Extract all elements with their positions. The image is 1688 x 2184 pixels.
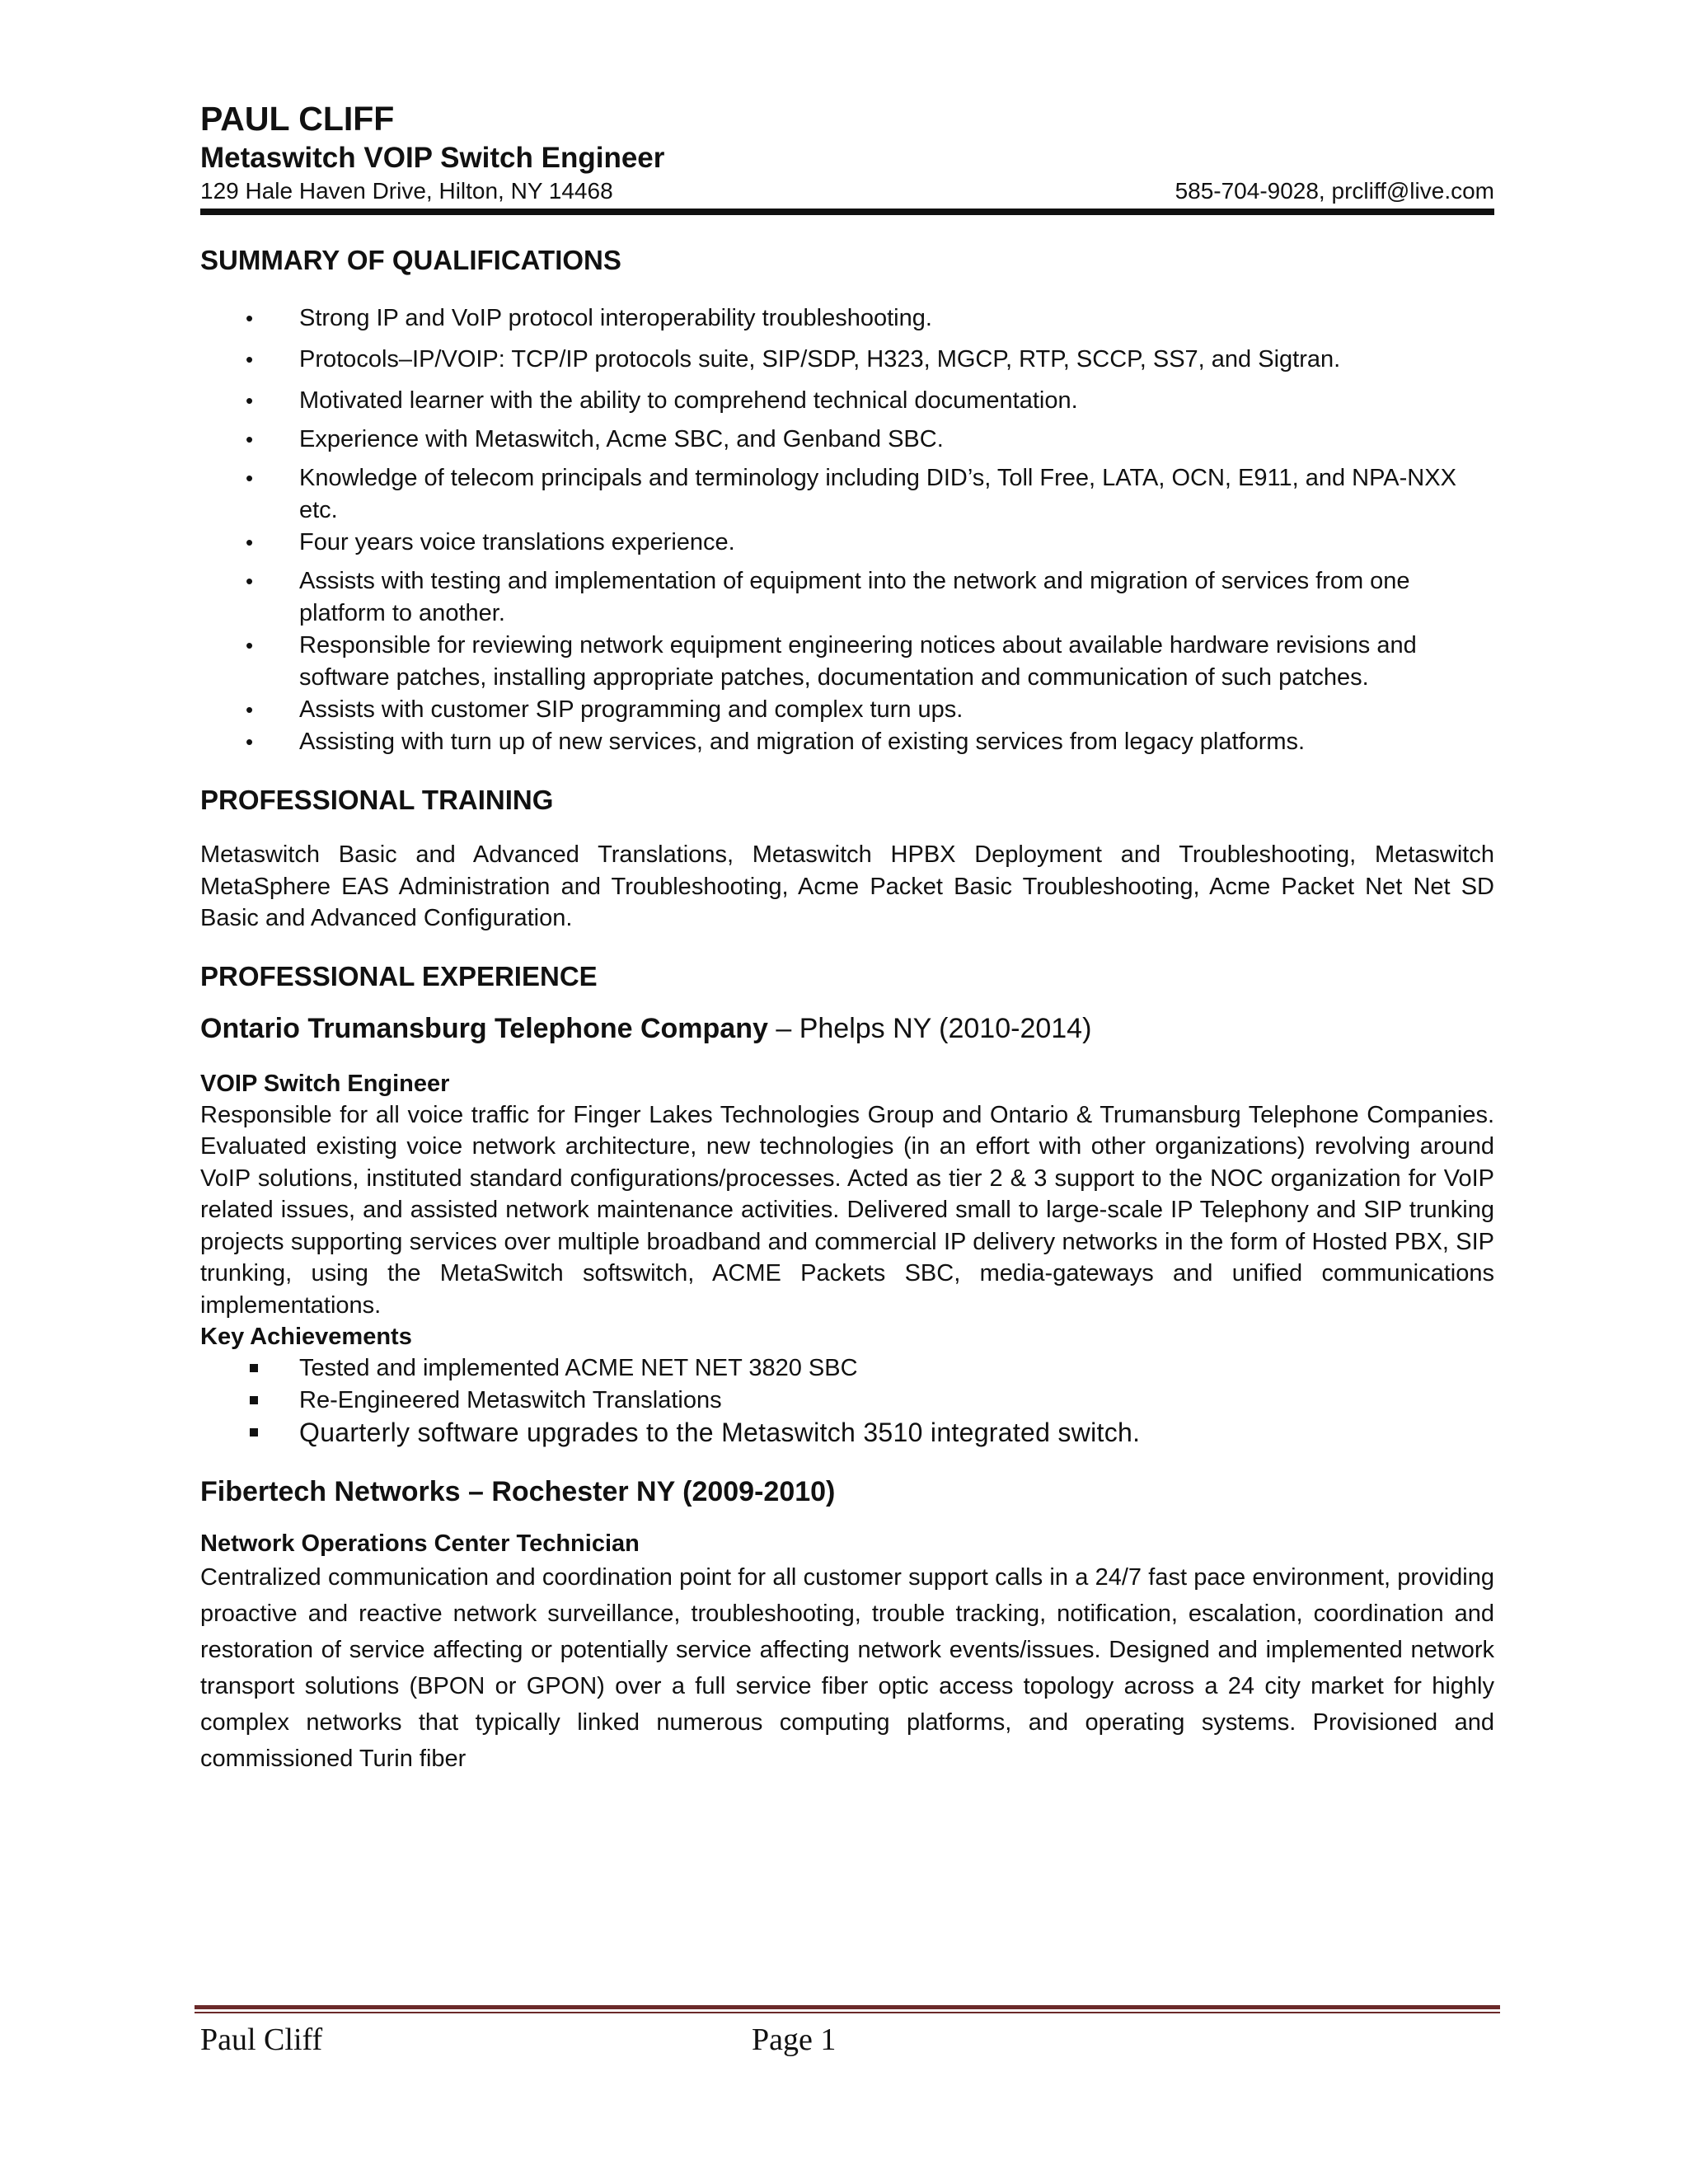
address: 129 Hale Haven Drive, Hilton, NY 14468: [200, 178, 613, 204]
job1-achievements-list: [200, 1352, 1494, 1449]
footer-name: Paul Cliff: [200, 2022, 323, 2057]
bullet-icon: •: [246, 306, 254, 330]
square-bullet-icon: [250, 1364, 258, 1372]
bullet-icon: •: [246, 466, 254, 490]
footer-divider: [195, 2005, 1500, 2009]
list-item: • Four years voice translations experience.: [200, 527, 1494, 559]
list-item: • Experience with Metaswitch, Acme SBC, and Genband SBC.: [200, 424, 1494, 456]
candidate-name: PAUL CLIFF: [200, 100, 395, 138]
header-divider: [200, 209, 1494, 215]
contact-row: [200, 176, 1494, 206]
summary-heading: SUMMARY OF QUALIFICATIONS: [200, 245, 621, 275]
list-item: Tested and implemented ACME NET NET 3820 SBC: [200, 1352, 1494, 1385]
candidate-title: Metaswitch VOIP Switch Engineer: [200, 142, 665, 174]
resume-page: [200, 97, 1494, 1777]
list-item: • Assists with testing and implementation of equipment into the network and migration of services from one platform to another.: [200, 565, 1494, 630]
training-text: Metaswitch Basic and Advanced Translations, Metaswitch HPBX Deployment and Troubleshooting, Metaswitch MetaSphere EAS Administration and Troubleshooting, Acme Packet Basic Troubleshooting, Acme Packet Net Net SD Basic and Advanced Configuration.: [200, 841, 1494, 931]
job1-role: VOIP Switch Engineer: [200, 1070, 450, 1097]
list-item: • Assisting with turn up of new services, and migration of existing services from legacy platforms.: [200, 726, 1494, 758]
bullet-icon: •: [246, 388, 254, 413]
job1-achievements-title: Key Achievements: [200, 1324, 412, 1350]
list-item: Quarterly software upgrades to the Metaswitch 3510 integrated switch.: [200, 1417, 1494, 1449]
footer-page-number: Page 1: [752, 2022, 837, 2057]
bullet-icon: •: [246, 530, 254, 555]
square-bullet-icon: [250, 1428, 258, 1436]
list-item: • Strong IP and VoIP protocol interoperability troubleshooting.: [200, 302, 1494, 335]
phone-email: 585-704-9028, prcliff@live.com: [1175, 178, 1494, 204]
job2-role: Network Operations Center Technician: [200, 1530, 640, 1557]
job2-company: Fibertech Networks – Rochester NY (2009-2010): [200, 1476, 836, 1507]
job1-company: Ontario Trumansburg Telephone Company: [200, 1012, 768, 1044]
bullet-icon: •: [246, 347, 254, 372]
experience-heading: PROFESSIONAL EXPERIENCE: [200, 960, 598, 991]
list-item: Re-Engineered Metaswitch Translations: [200, 1385, 1494, 1417]
list-item: • Assists with customer SIP programming and complex turn ups.: [200, 694, 1494, 726]
bullet-icon: •: [246, 569, 254, 593]
bullet-icon: •: [246, 633, 254, 658]
summary-list: [200, 302, 1494, 758]
list-item: • Motivated learner with the ability to comprehend technical documentation.: [200, 385, 1494, 417]
list-item: • Responsible for reviewing network equipment engineering notices about available hardware revisions and software patches, installing appropriate patches, documentation and communication of such patches.: [200, 630, 1494, 694]
job1-company-line: [200, 1010, 1494, 1047]
list-item: • Knowledge of telecom principals and terminology including DID’s, Toll Free, LATA, OCN, E911, and NPA-NXX etc.: [200, 462, 1494, 527]
training-heading: PROFESSIONAL TRAINING: [200, 785, 554, 815]
bullet-icon: •: [246, 697, 254, 722]
job2-description: Centralized communication and coordination point for all customer support calls in a 24/7 fast pace environment, providing proactive and reactive network surveillance, troubleshooting, trouble tracking, notification, escalation, coordination and restoration of service affecting or potentially service affecting network events/issues. Designed and implemented network transport solutions (BPON or GPON) over a full service fiber optic access topology across a 24 city market for highly complex networks that typically linked numerous computing platforms, and operating systems. Provisioned and commissioned Turin fiber: [200, 1564, 1494, 1772]
job1-location: – Phelps NY (2010-2014): [767, 1012, 1092, 1044]
footer-divider-thin: [195, 2012, 1500, 2013]
square-bullet-icon: [250, 1396, 258, 1404]
job1-description: Responsible for all voice traffic for Finger Lakes Technologies Group and Ontario & Trumansburg Telephone Companies. Evaluated existing voice network architecture, new technologies (in an effort with other organizations) revolving around VoIP solutions, instituted standard configurations/processes. Acted as tier 2 & 3 support to the NOC organization for VoIP related issues, and assisted network maintenance activities. Delivered small to large-scale IP Telephony and SIP trunking projects supporting services over multiple broadband and commercial IP delivery networks in the form of Hosted PBX, SIP trunking, using the MetaSwitch softswitch, ACME Packets SBC, media-gateways and unified communications implementations.: [200, 1101, 1494, 1319]
bullet-icon: •: [246, 729, 254, 754]
list-item: • Protocols–IP/VOIP: TCP/IP protocols suite, SIP/SDP, H323, MGCP, RTP, SCCP, SS7, and Sigtran.: [200, 341, 1494, 378]
bullet-icon: •: [246, 427, 254, 452]
